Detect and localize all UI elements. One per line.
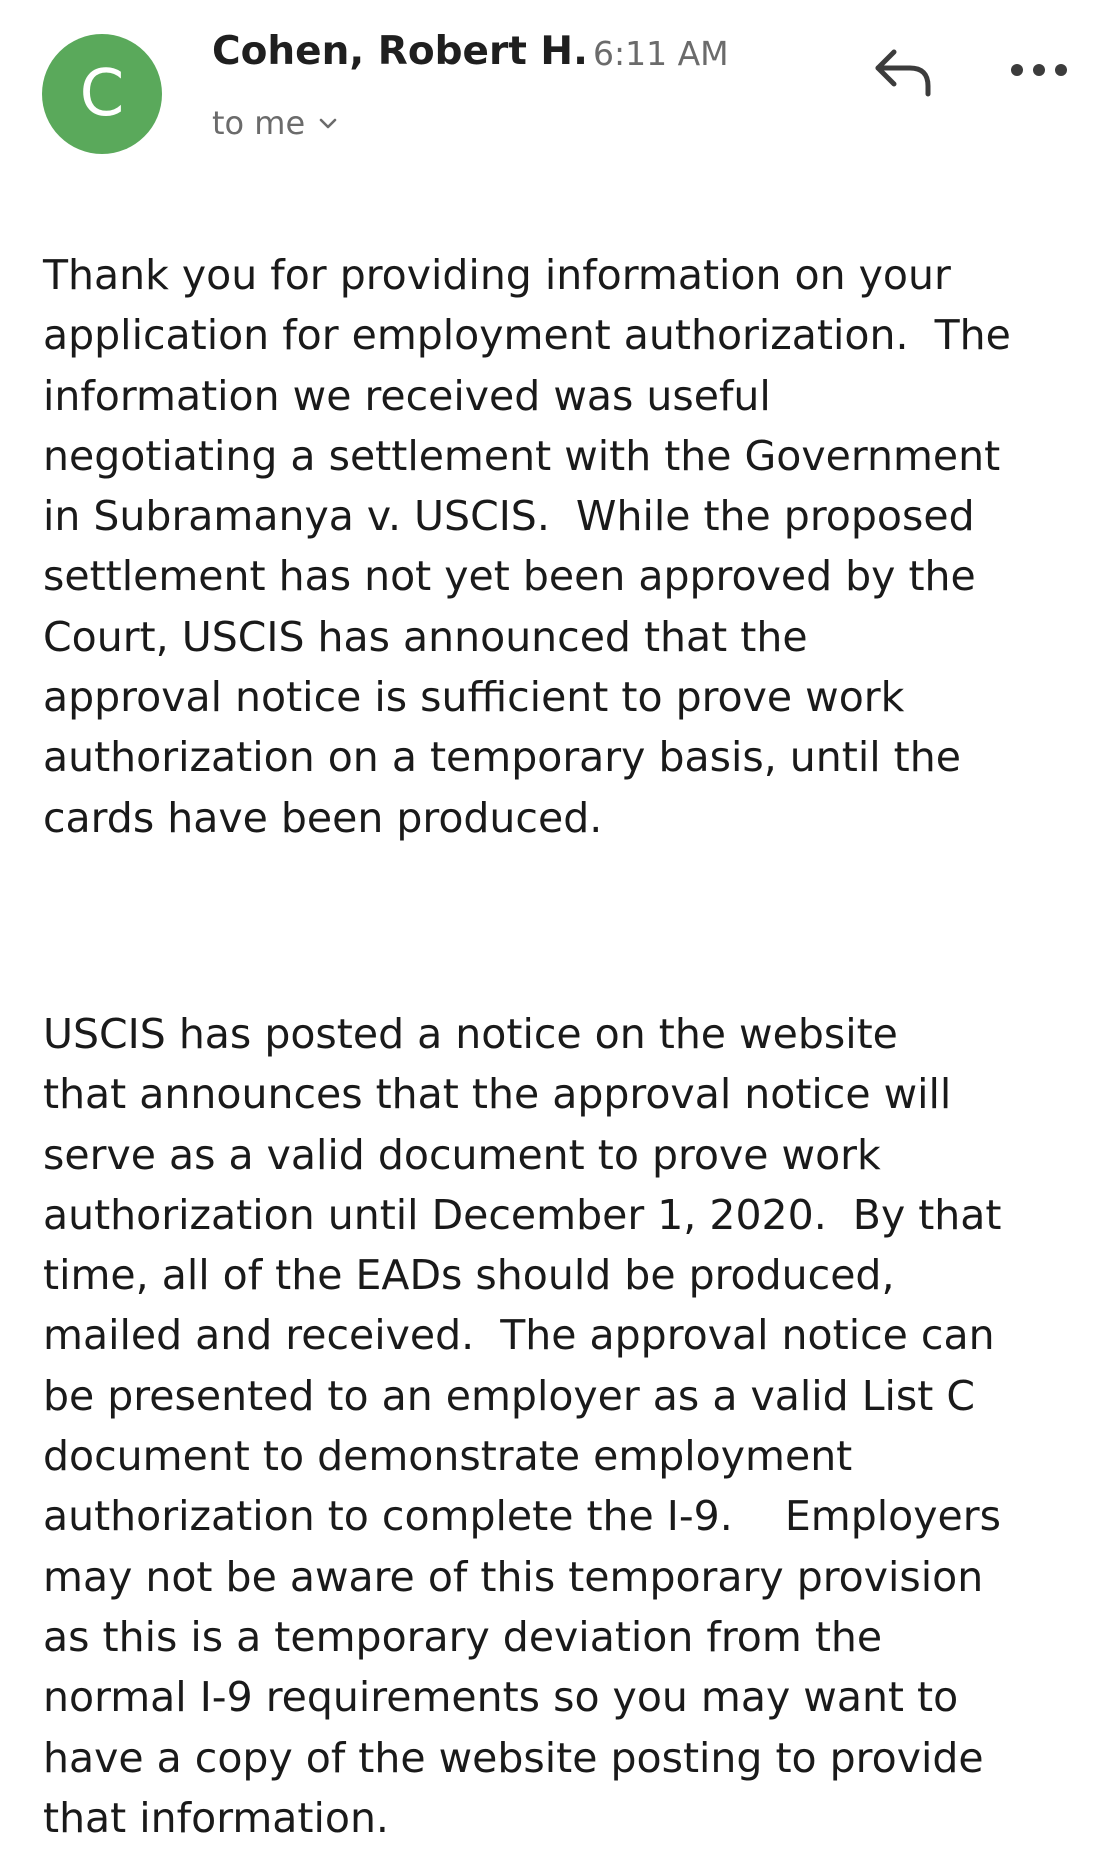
email-body-paragraph: Thank you for providing information on your application for employment authorization. The information we received was useful negotiating a settlement with the Government in Subramanya v. USCIS. While the proposed settlement has not yet been approved by the Court, USCIS has announced that the approval notice is sufficient to prove work authorization on a temporary basis, until the cards have been produced. [43, 251, 1011, 842]
email-body-paragraph: USCIS has posted a notice on the website that announces that the approval notice will serve as a valid document to prove work authorization until December 1, 2020. By that time, all of the EADs should be produced, mailed and received. The approval notice can be presented to an employer as a valid List C document to demonstrate employment authorization to complete the I-9. Employers may not be aware of this temporary provision as this is a temporary deviation from the normal I-9 requirements so you may want to have a copy of the website posting to provide that information. [43, 1010, 1002, 1842]
sent-time: 6:11 AM [593, 34, 729, 73]
recipient-label: to me [212, 104, 306, 142]
email-header [0, 0, 1119, 190]
more-options-icon [1005, 48, 1075, 92]
chevron-down-icon [317, 112, 339, 134]
recipient-details-toggle[interactable] [212, 101, 339, 145]
reply-button[interactable] [870, 42, 940, 102]
sender-name[interactable]: Cohen, Robert H. [212, 29, 588, 74]
sender-avatar[interactable]: C [42, 34, 162, 154]
reply-icon [870, 42, 940, 102]
more-options-button[interactable] [1005, 48, 1075, 92]
